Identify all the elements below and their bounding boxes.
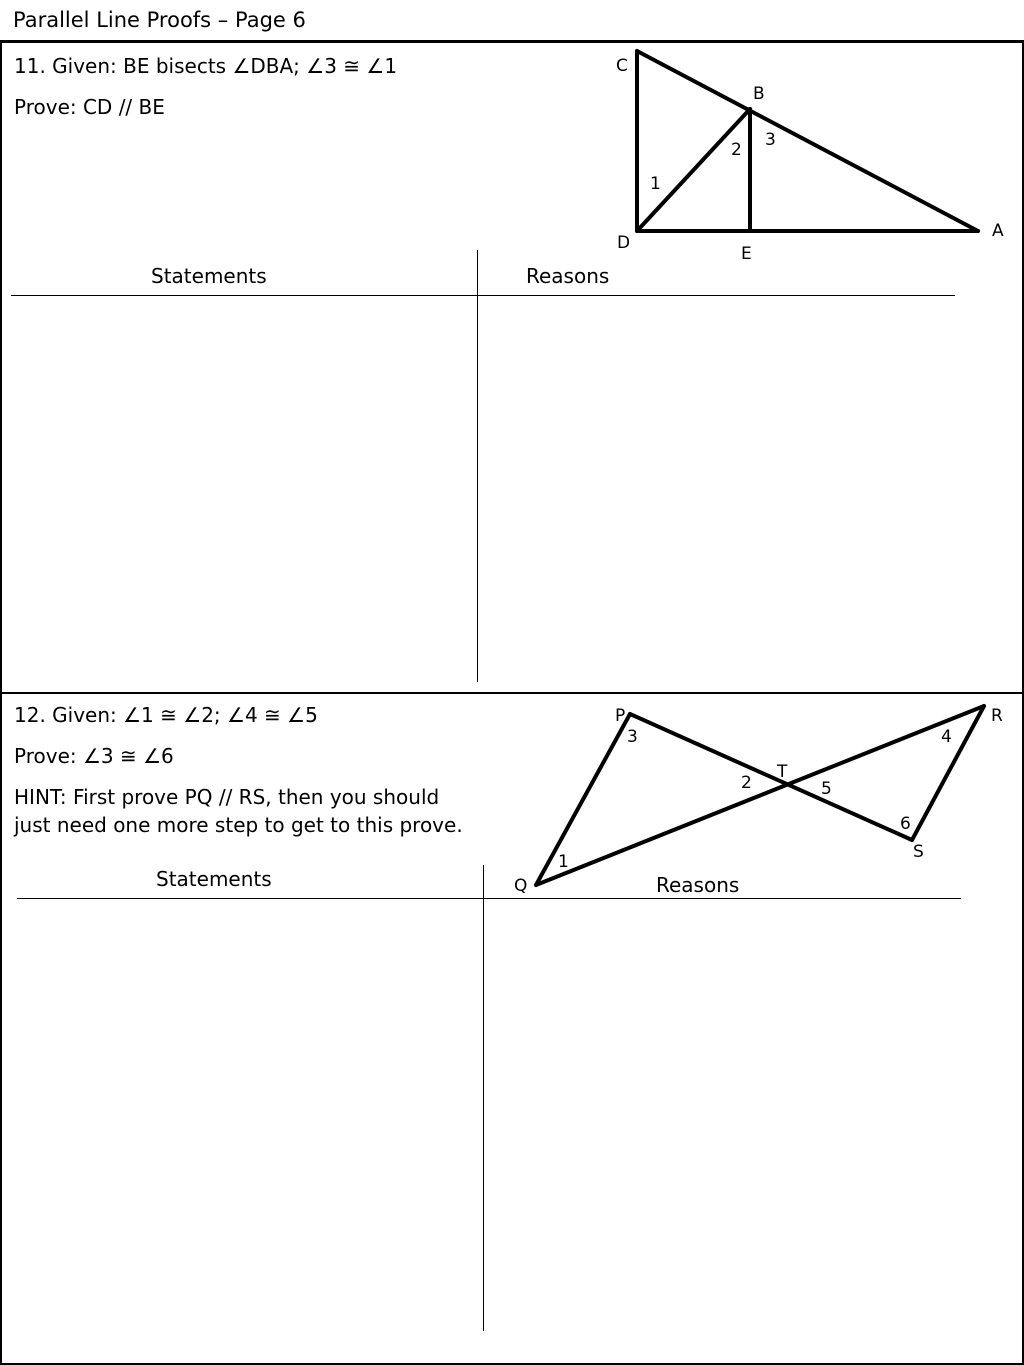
segment-pq xyxy=(536,714,630,885)
page-title: Parallel Line Proofs – Page 6 xyxy=(13,8,306,32)
problem-12-column-divider xyxy=(483,865,484,1331)
problem-12-given: 12. Given: ∠1 ≅ ∠2; ∠4 ≅ ∠5 xyxy=(14,703,318,727)
point-label-e: E xyxy=(741,244,752,264)
angle-label-5: 5 xyxy=(821,779,832,799)
problem-12-statements-header: Statements xyxy=(156,867,272,891)
problem-12-header-rule xyxy=(17,898,961,899)
angle-label-2: 2 xyxy=(731,140,742,160)
point-label-b: B xyxy=(753,84,765,104)
problem-11-statements-header: Statements xyxy=(151,264,267,288)
point-label-d: D xyxy=(617,233,631,253)
point-label-c: C xyxy=(616,56,628,76)
angle-label-6: 6 xyxy=(900,814,911,834)
angle-label-4: 4 xyxy=(941,727,952,747)
problem-11-prove: Prove: CD // BE xyxy=(14,95,165,119)
point-label-t: T xyxy=(777,762,788,782)
problem-12-hint-line-2: just need one more step to get to this prove. xyxy=(14,813,463,837)
problem-12-hint-line-1: HINT: First prove PQ // RS, then you should xyxy=(14,785,440,809)
angle-label-2: 2 xyxy=(741,773,752,793)
angle-label-3: 3 xyxy=(627,727,638,747)
problem-11-given: 11. Given: BE bisects ∠DBA; ∠3 ≅ ∠1 xyxy=(14,54,398,78)
point-label-s: S xyxy=(913,842,924,862)
problem-11-reasons-header: Reasons xyxy=(526,264,610,288)
point-label-q: Q xyxy=(514,876,528,896)
point-label-p: P xyxy=(615,706,626,726)
angle-label-1: 1 xyxy=(558,852,569,872)
point-label-r: R xyxy=(991,706,1003,726)
segment-ps xyxy=(630,714,912,840)
problem-12-prove: Prove: ∠3 ≅ ∠6 xyxy=(14,744,174,768)
angle-label-3: 3 xyxy=(765,130,776,150)
problem-12-reasons-header: Reasons xyxy=(656,873,740,897)
point-label-a: A xyxy=(992,221,1004,241)
angle-label-1: 1 xyxy=(650,174,661,194)
